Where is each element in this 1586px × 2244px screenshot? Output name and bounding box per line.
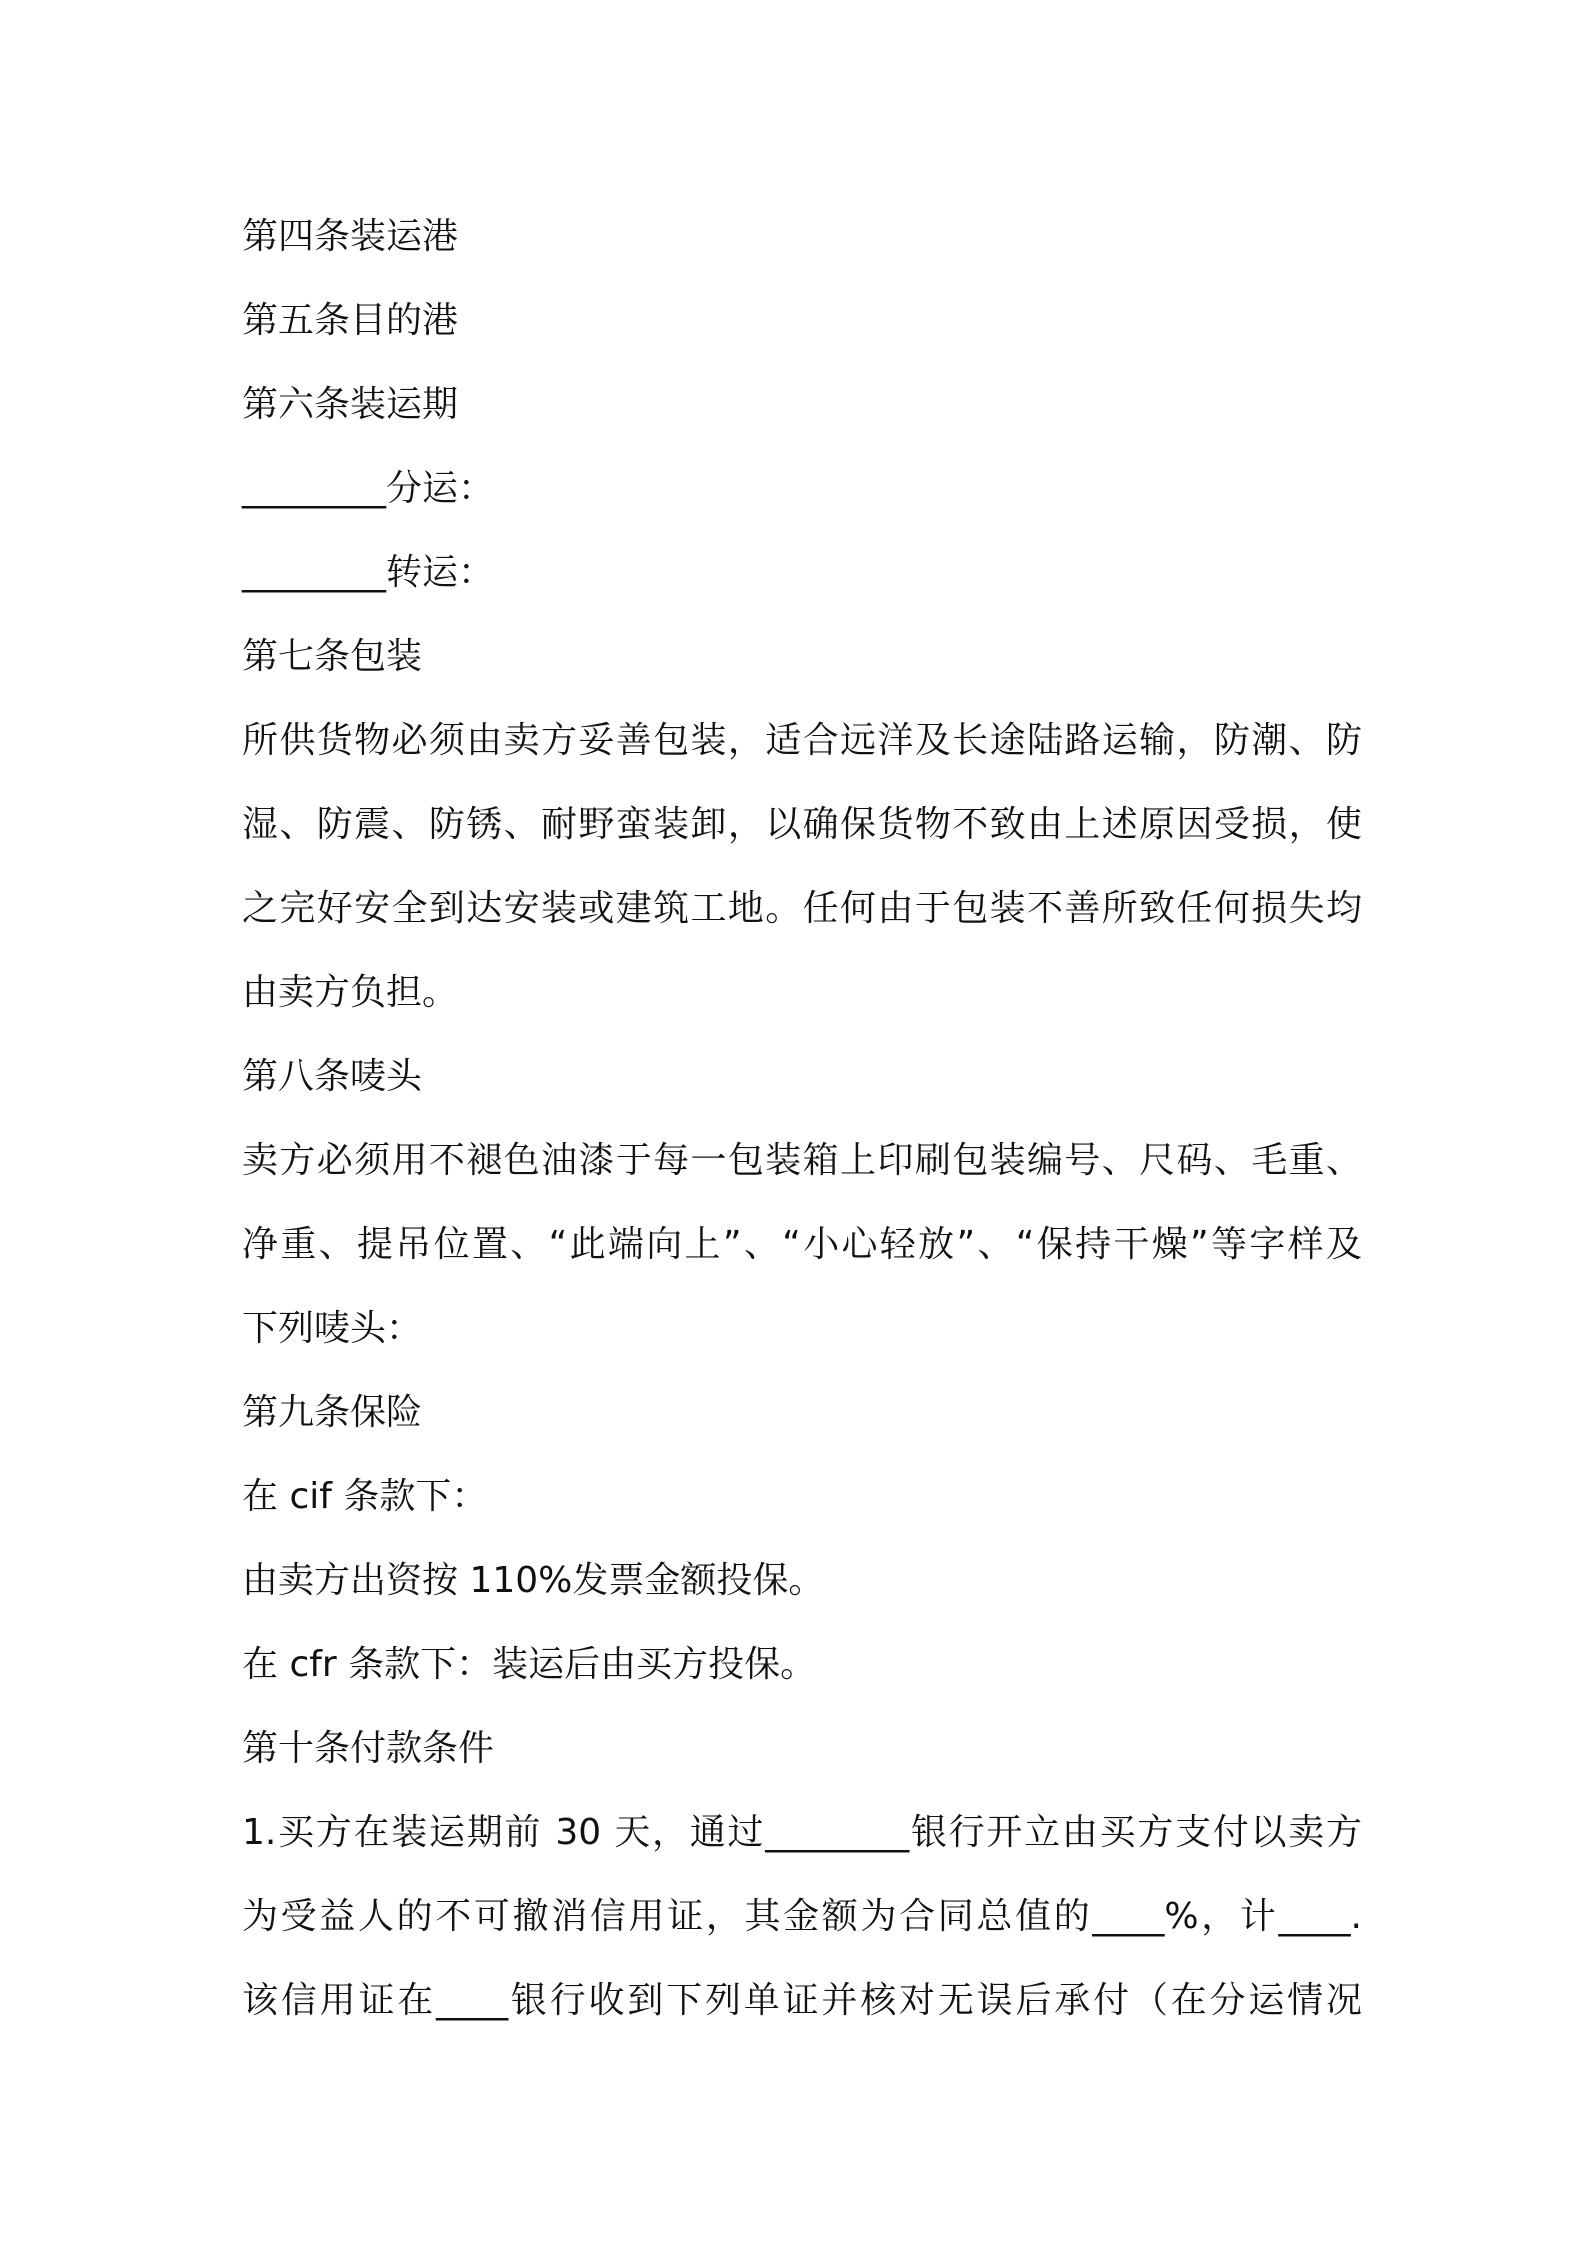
text-line: 1.买方在装运期前 30 天，通过________银行开立由买方支付以卖方 — [242, 1812, 1362, 1853]
text-line: 湿、防震、防锈、耐野蛮装卸，以确保货物不致由上述原因受损，使 — [242, 804, 1362, 845]
text-line: 第八条唛头 — [242, 1056, 423, 1097]
text-line: 在 cfr 条款下：装运后由买方投保。 — [242, 1644, 817, 1685]
text-line: 由卖方负担。 — [242, 972, 459, 1013]
text-line: 该信用证在____银行收到下列单证并核对无误后承付（在分运情况 — [242, 1980, 1362, 2021]
text-line: 第五条目的港 — [242, 300, 459, 341]
text-line: 第九条保险 — [242, 1392, 423, 1433]
document-body — [242, 195, 1362, 2043]
text-line: ________分运： — [242, 468, 495, 509]
text-line: ________转运： — [242, 552, 495, 593]
text-line: 第六条装运期 — [242, 384, 459, 425]
text-line: 净重、提吊位置、“此端向上”、“小心轻放”、“保持干燥”等字样及 — [242, 1224, 1362, 1265]
text-line: 卖方必须用不褪色油漆于每一包装箱上印刷包装编号、尺码、毛重、 — [242, 1140, 1362, 1181]
text-line: 第十条付款条件 — [242, 1728, 495, 1769]
text-line: 所供货物必须由卖方妥善包装，适合远洋及长途陆路运输，防潮、防 — [242, 720, 1362, 761]
text-line: 下列唛头： — [242, 1308, 423, 1349]
text-line: 之完好安全到达安装或建筑工地。任何由于包装不善所致任何损失均 — [242, 888, 1362, 929]
text-line: 为受益人的不可撤消信用证，其金额为合同总值的____%，计____. — [242, 1896, 1362, 1937]
text-line: 第四条装运港 — [242, 216, 459, 257]
text-line: 在 cif 条款下： — [242, 1476, 488, 1517]
text-line: 由卖方出资按 110%发票金额投保。 — [242, 1560, 825, 1601]
text-line: 第七条包装 — [242, 636, 423, 677]
